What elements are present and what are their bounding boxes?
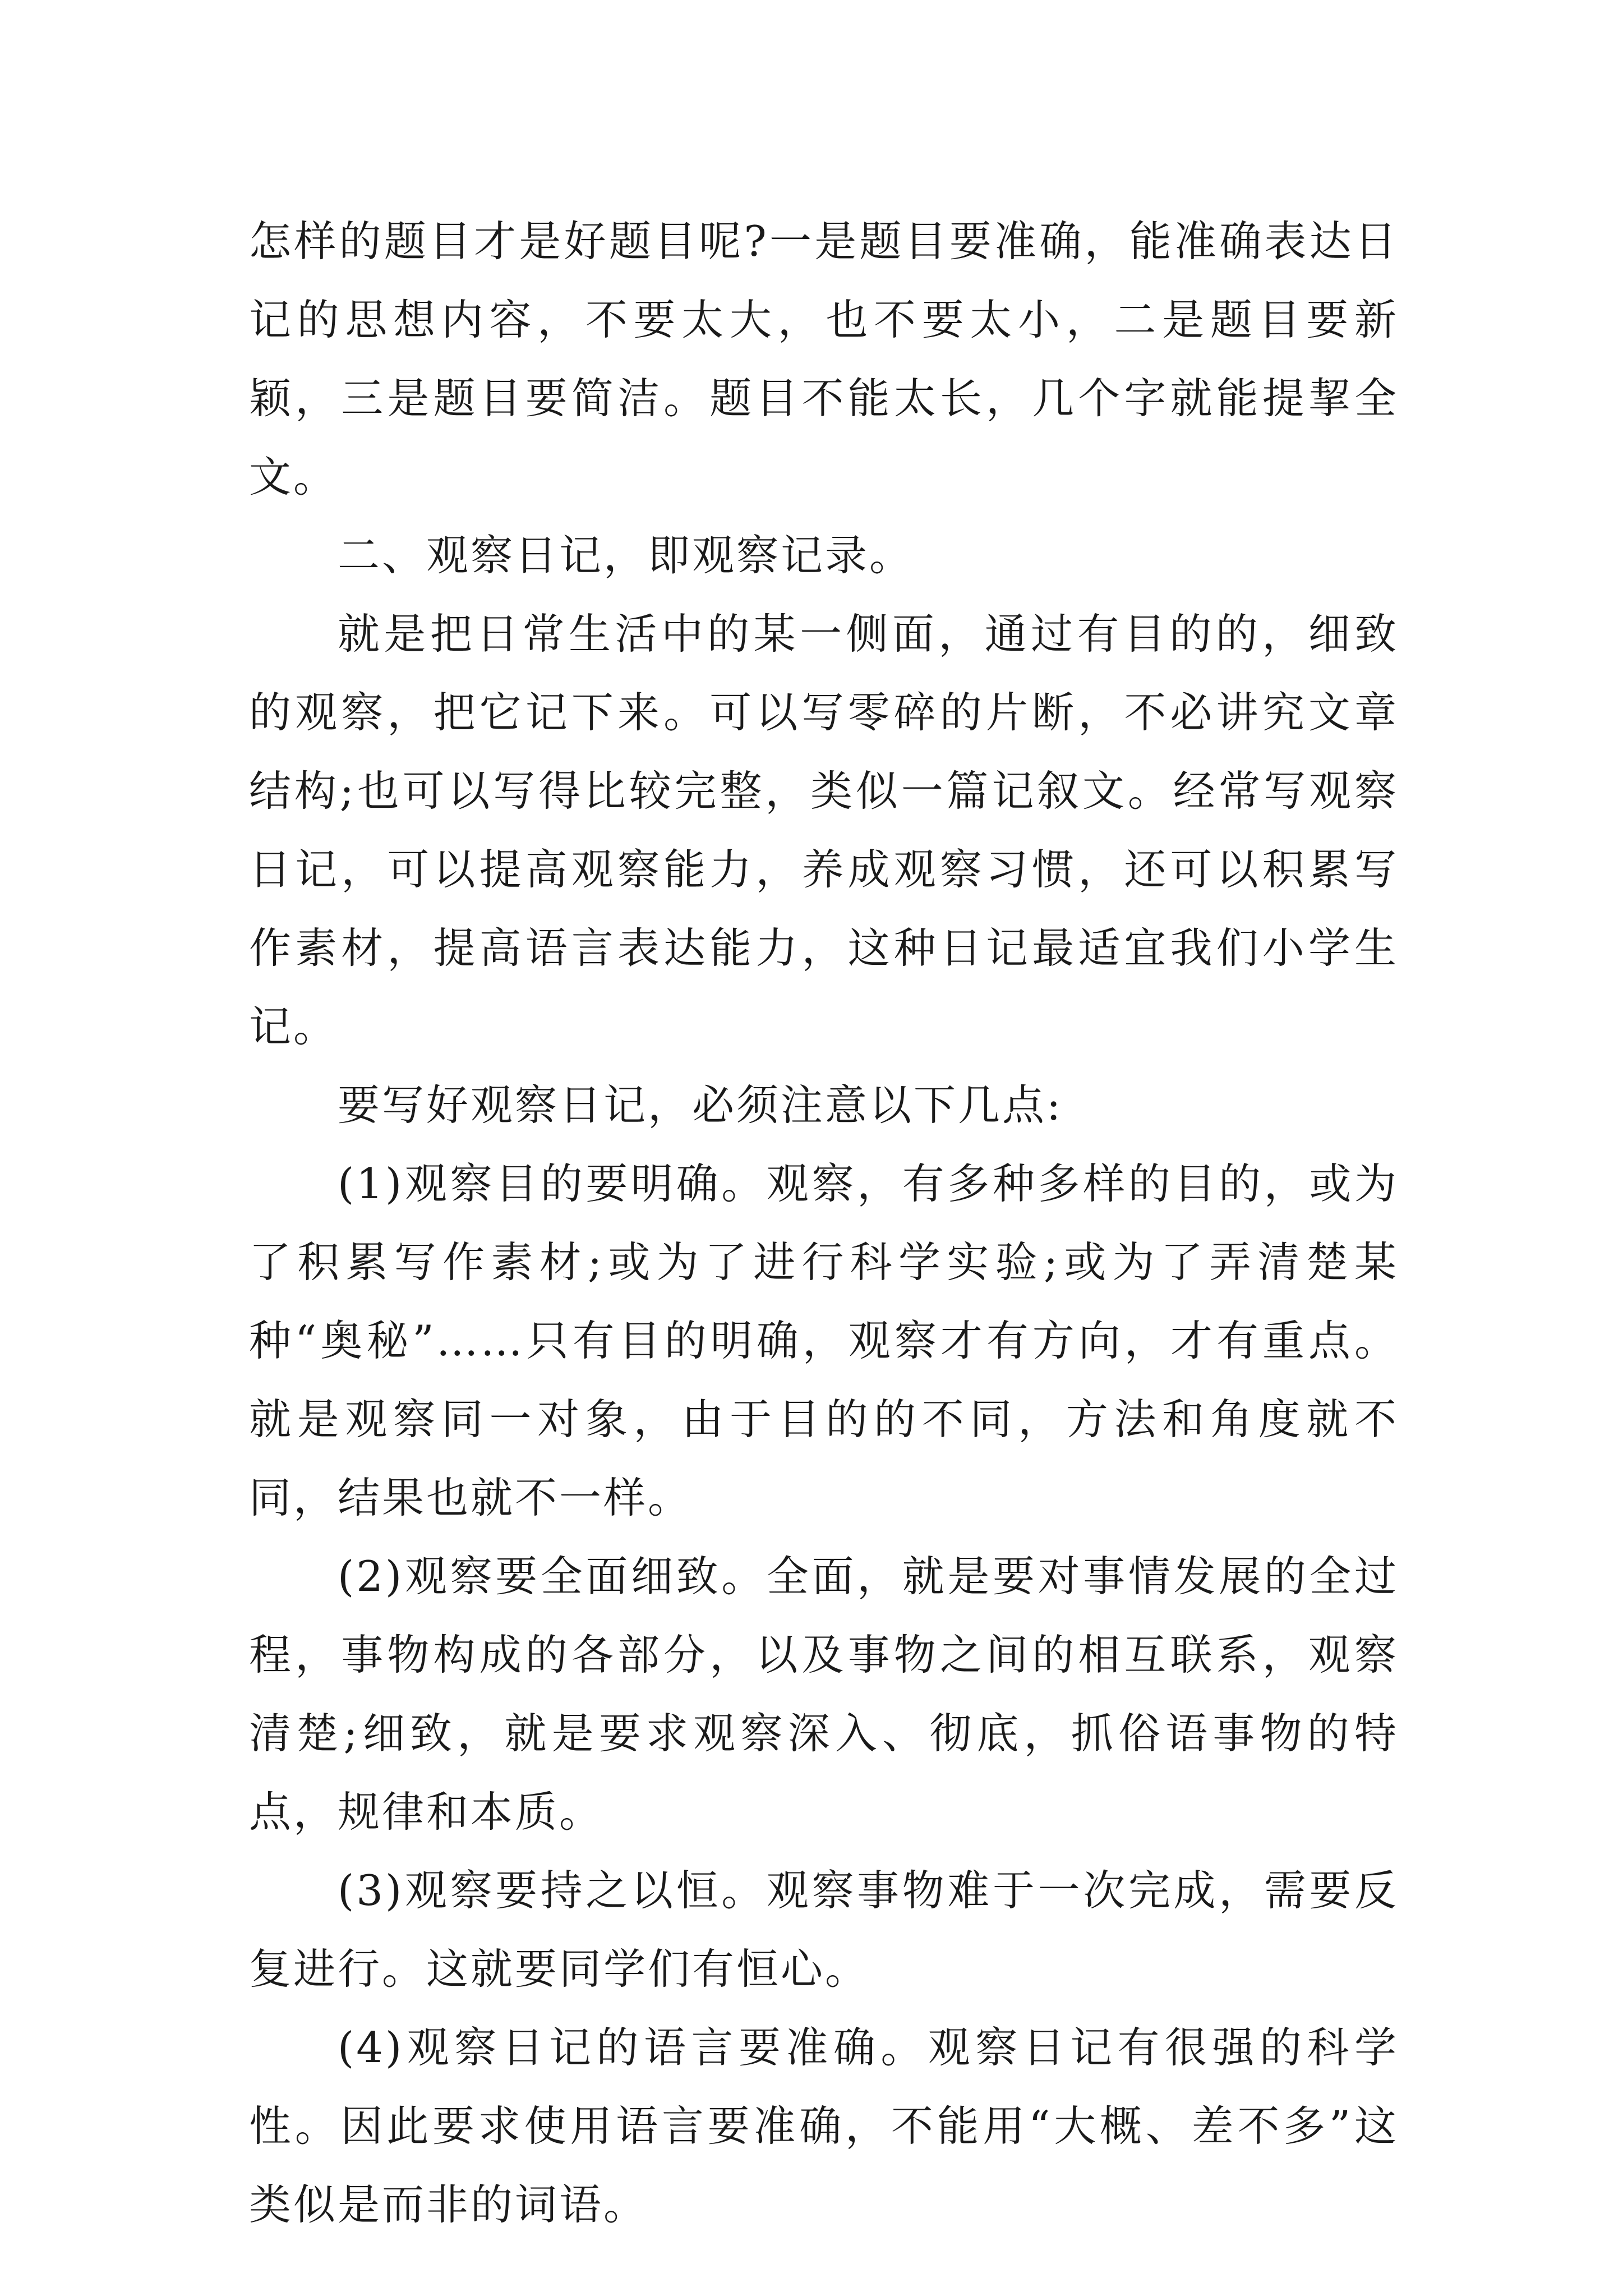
paragraph-title-criteria: 怎样的题目才是好题目呢?一是题目要准确，能准确表达日记的思想内容，不要太大，也不要太小，二是题目要新颖，三是题目要简洁。题目不能太长，几个字就能提挈全文。: [249, 217, 1399, 501]
paragraph-section-heading: 二、观察日记，即观察记录。: [338, 531, 914, 580]
paragraph-point-4: (4)观察日记的语言要准确。观察日记有很强的科学性。因此要求使用语言要准确，不能用“大概、差不多”这类似是而非的词语。: [249, 2023, 1399, 2229]
paragraph-point-2: (2)观察要全面细致。全面，就是要对事情发展的全过程，事物构成的各部分，以及事物之间的相互联系，观察清楚;细致，就是要求观察深入、彻底，抓俗语事物的特点，规律和本质。: [249, 1552, 1399, 1837]
paragraph-points-intro: 要写好观察日记，必须注意以下几点:: [338, 1080, 1063, 1130]
paragraph-point-1: (1)观察目的要明确。观察，有多种多样的目的，或为了积累写作素材;或为了进行科学实验;或为了弄清楚某种“奥秘”……只有目的明确，观察才有方向，才有重点。就是观察同一对象，由于目的的不同，方法和角度就不同，结果也就不一样。: [249, 1159, 1399, 1522]
document-body: [249, 202, 1399, 2244]
paragraph-observation-definition: 就是把日常生活中的某一侧面，通过有目的的，细致的观察，把它记下来。可以写零碎的片断，不必讲究文章结构;也可以写得比较完整，类似一篇记叙文。经常写观察日记，可以提高观察能力，养成观察习惯，还可以积累写作素材，提高语言表达能力，这种日记最适宜我们小学生记。: [249, 609, 1399, 1051]
paragraph-point-3: (3)观察要持之以恒。观察事物难于一次完成，需要反复进行。这就要同学们有恒心。: [249, 1866, 1399, 1994]
